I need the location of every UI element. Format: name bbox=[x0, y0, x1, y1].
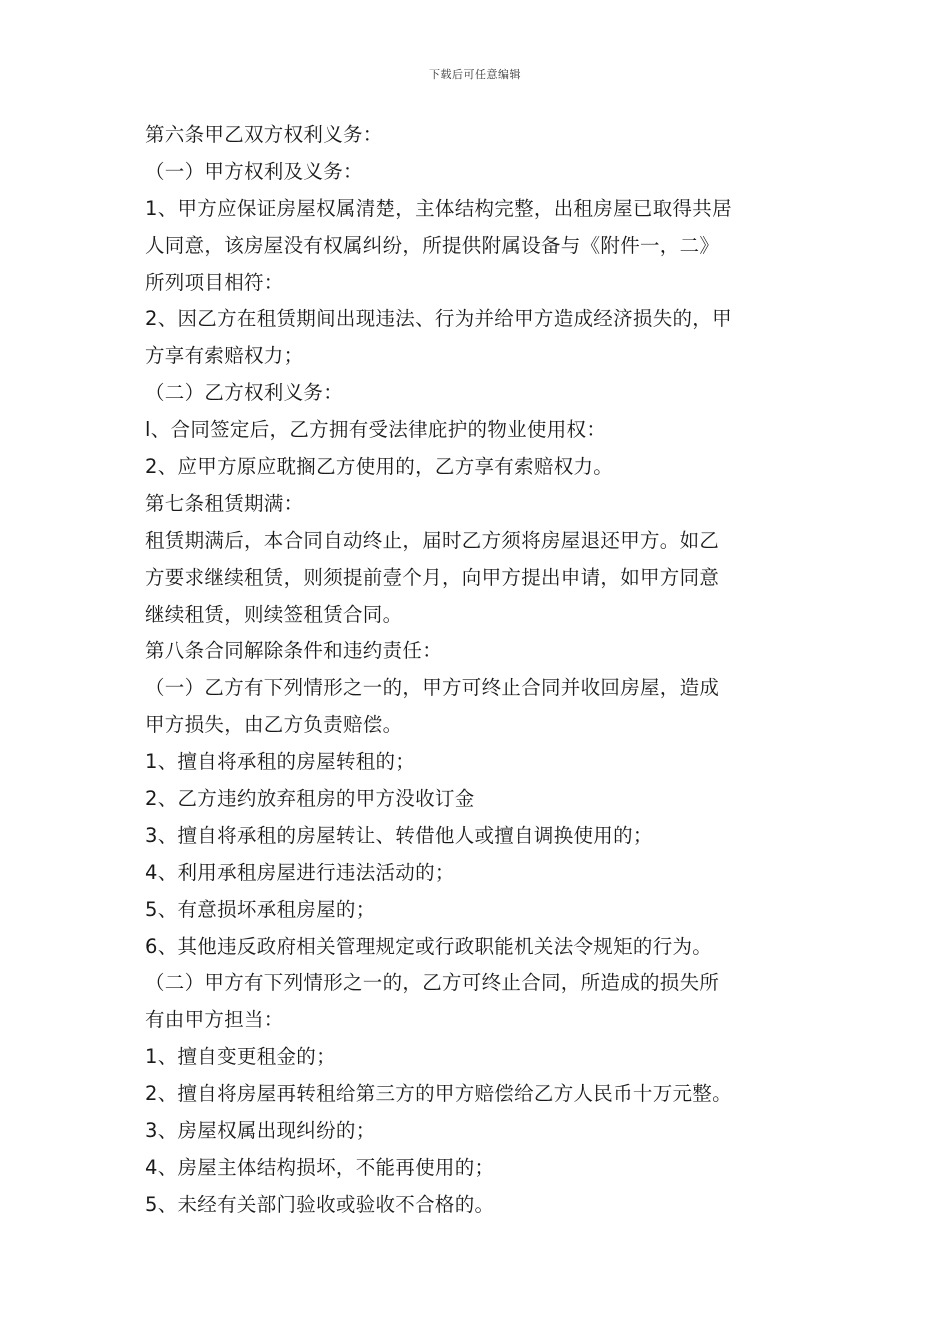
paragraph-line: l、合同签定后，乙方拥有受法律庇护的物业使用权： bbox=[145, 418, 607, 442]
list-item: 2、擅自将房屋再转租给第三方的甲方赔偿给乙方人民币十万元整。 bbox=[145, 1082, 732, 1106]
paragraph-line: 租赁期满后，本合同自动终止，届时乙方须将房屋退还甲方。如乙 bbox=[145, 528, 720, 552]
list-item: 3、擅自将承租的房屋转让、转借他人或擅自调换使用的； bbox=[145, 823, 653, 847]
list-item: 3、房屋权属出现纠纷的； bbox=[145, 1119, 376, 1143]
list-item: 1、擅自变更租金的； bbox=[145, 1045, 336, 1069]
list-item: 5、未经有关部门验收或验收不合格的。 bbox=[145, 1192, 495, 1216]
document-body bbox=[145, 117, 815, 1224]
paragraph-line: 方要求继续租赁，则须提前壹个月，向甲方提出申请，如甲方同意 bbox=[145, 565, 720, 589]
list-item: 4、利用承租房屋进行违法活动的； bbox=[145, 860, 455, 884]
paragraph-line: 方享有索赔权力； bbox=[145, 344, 304, 368]
paragraph-line: 人同意，该房屋没有权属纠纷，所提供附属设备与《附件一，二》 bbox=[145, 233, 720, 257]
section-heading: （一）甲方权利及义务： bbox=[145, 159, 363, 183]
list-item: 1、擅自将承租的房屋转租的； bbox=[145, 750, 416, 774]
section-heading: （二）甲方有下列情形之一的，乙方可终止合同，所造成的损失所 bbox=[145, 971, 720, 995]
paragraph-line: 继续租赁，则续签租赁合同。 bbox=[145, 602, 403, 626]
paragraph-line: 所列项目相符： bbox=[145, 270, 284, 294]
article-7-heading: 第七条租赁期满： bbox=[145, 491, 304, 515]
list-item: 2、乙方违约放弃租房的甲方没收订金 bbox=[145, 787, 475, 811]
article-6-heading: 第六条甲乙双方权利义务： bbox=[145, 123, 383, 146]
paragraph-line: 有由甲方担当： bbox=[145, 1008, 284, 1032]
section-heading: （二）乙方权利义务： bbox=[145, 381, 344, 405]
paragraph-line: 1、甲方应保证房屋权属清楚，主体结构完整，出租房屋已取得共居 bbox=[145, 196, 732, 220]
paragraph-line: 2、应甲方原应耽搁乙方使用的，乙方享有索赔权力。 bbox=[145, 455, 614, 479]
paragraph-line: 甲方损失，由乙方负责赔偿。 bbox=[145, 713, 403, 737]
page-header: 下载后可任意编辑 bbox=[429, 68, 521, 81]
article-8-heading: 第八条合同解除条件和违约责任： bbox=[145, 639, 443, 663]
list-item: 6、其他违反政府相关管理规定或行政职能机关法令规矩的行为。 bbox=[145, 934, 713, 958]
list-item: 5、有意损坏承租房屋的； bbox=[145, 897, 376, 921]
section-heading: （一）乙方有下列情形之一的，甲方可终止合同并收回房屋，造成 bbox=[145, 676, 720, 700]
list-item: 4、房屋主体结构损坏，不能再使用的； bbox=[145, 1155, 495, 1179]
paragraph-line: 2、因乙方在租赁期间出现违法、行为并给甲方造成经济损失的，甲 bbox=[145, 307, 732, 331]
